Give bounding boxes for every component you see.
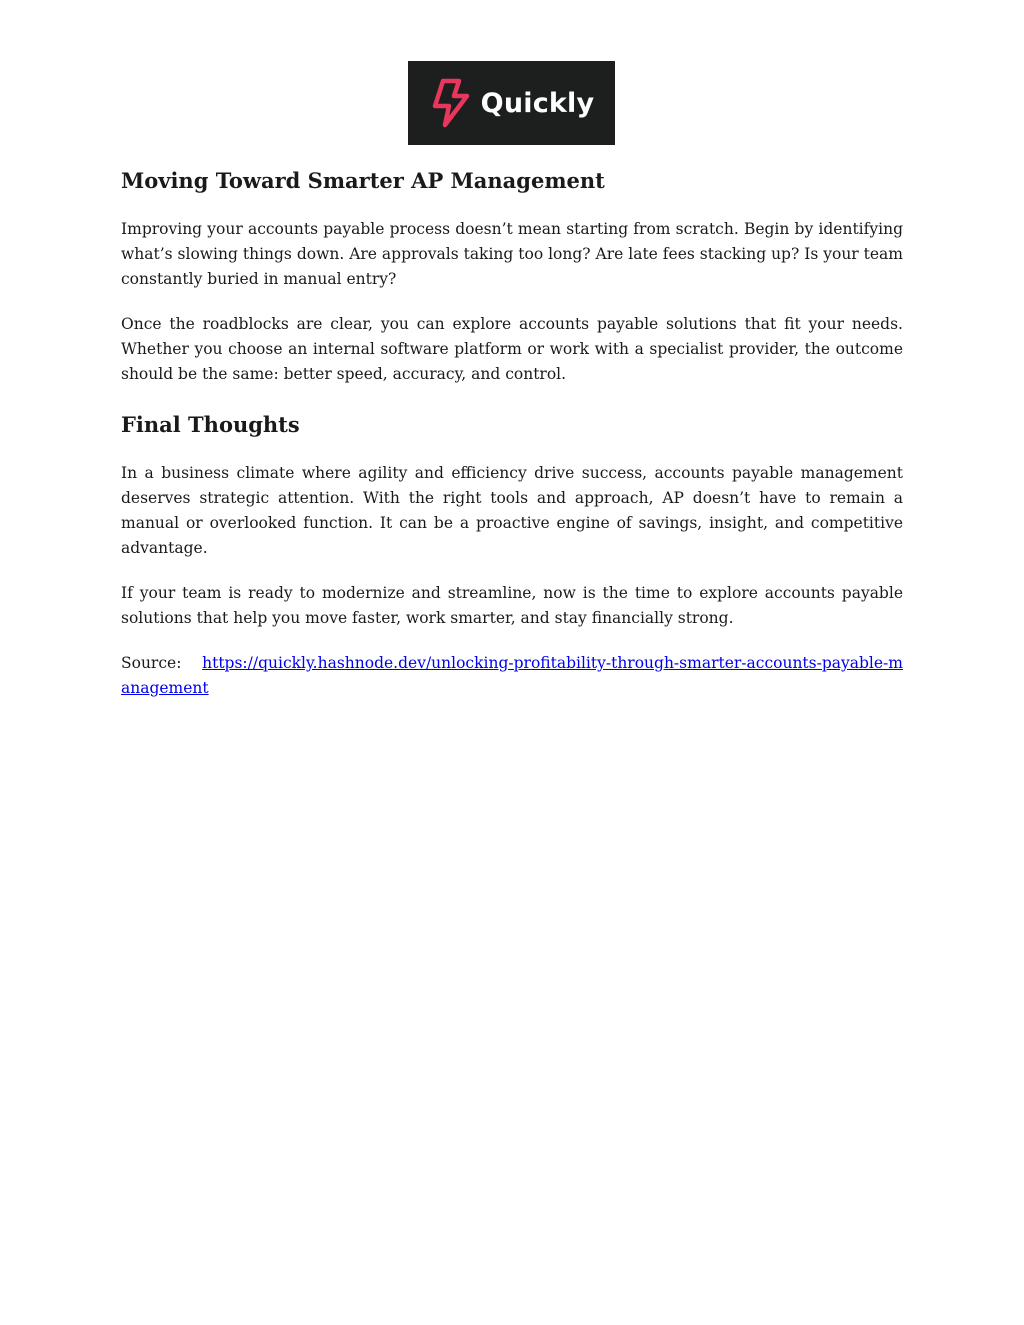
paragraph: Improving your accounts payable process doesn’t mean starting from scratch. Begin by identifying what’s slowing things down. Are approvals taking too long? Are late fees stacking up? Is your team constantly buried in manual entry? <box>121 220 903 288</box>
paragraph: In a business climate where agility and efficiency drive success, accounts payable management deserves strategic attention. With the right tools and approach, AP doesn’t have to remain a manual or overlooked function. It can be a proactive engine of savings, insight, and competitive advantage. <box>121 464 903 557</box>
section-heading-smarter-ap: Moving Toward Smarter AP Management <box>121 168 605 193</box>
paragraph: If your team is ready to modernize and streamline, now is the time to explore accounts payable solutions that help you move faster, work smarter, and stay financially strong. <box>121 584 903 627</box>
source-label: Source: <box>121 654 182 672</box>
source-link[interactable]: https://quickly.hashnode.dev/unlocking-profitability-through-smarter-accounts-payable-management <box>121 654 903 697</box>
lightning-bolt-icon <box>429 78 473 128</box>
paragraph: Once the roadblocks are clear, you can explore accounts payable solutions that fit your needs. Whether you choose an internal software platform or work with a specialist provider, the outcome should be the same: better speed, accuracy, and control. <box>121 315 903 383</box>
document-body <box>121 165 903 701</box>
logo-wordmark: Quickly <box>480 87 595 119</box>
section-heading-final-thoughts: Final Thoughts <box>121 412 300 437</box>
source-line <box>121 651 903 701</box>
quickly-logo <box>408 61 615 145</box>
